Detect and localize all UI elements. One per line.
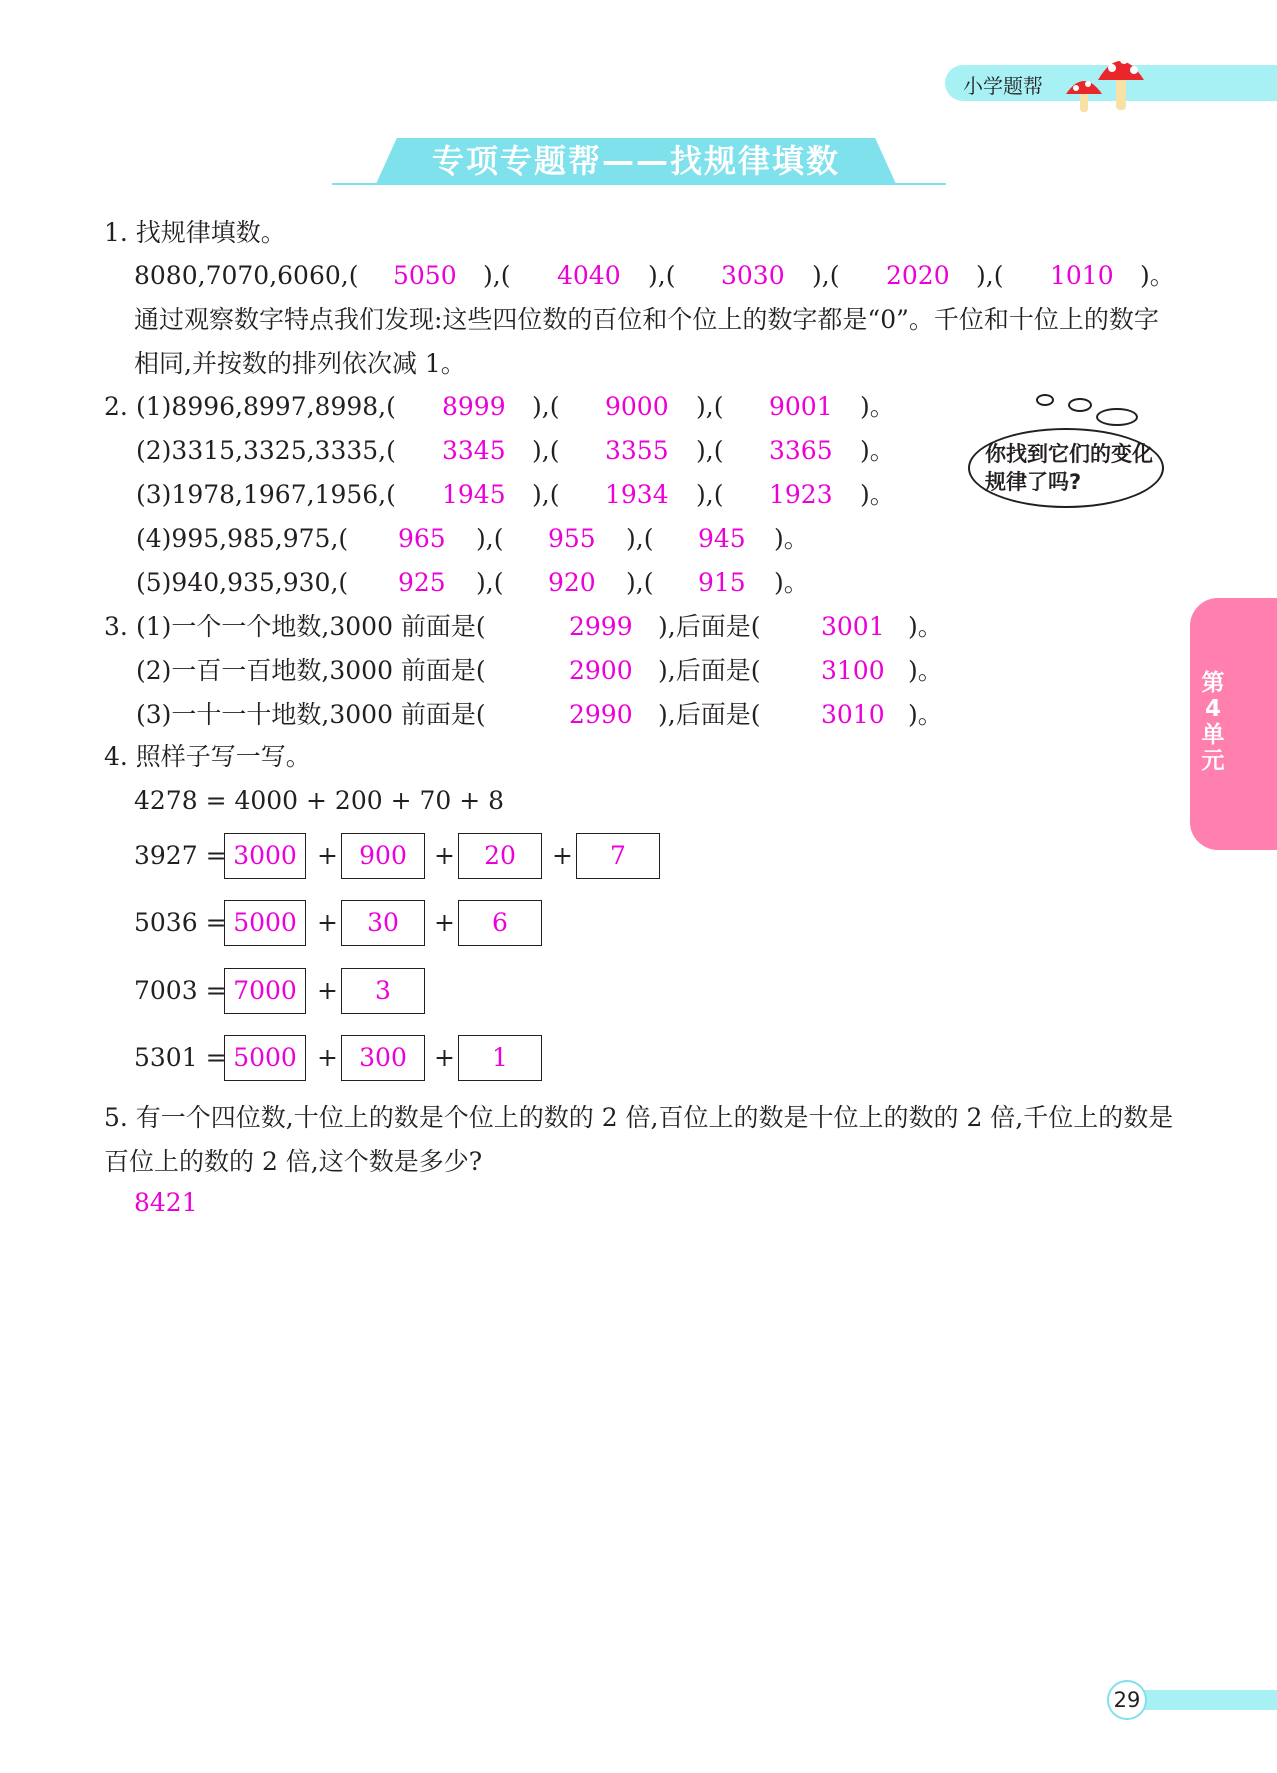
q3-row-2-after: 3100 bbox=[821, 656, 885, 685]
q1-separator: ),( bbox=[812, 261, 840, 290]
q2-separator: ),( bbox=[532, 436, 560, 465]
page-title: 专项专题帮——找规律填数 bbox=[431, 142, 840, 180]
q3-row-1-before: 2999 bbox=[569, 612, 633, 641]
q1-separator: ),( bbox=[976, 261, 1004, 290]
q2-row-2-answer-3: 3365 bbox=[769, 436, 833, 465]
q4-row-4-box-3: 1 bbox=[458, 1035, 542, 1081]
q2-row-1-answer-3: 9001 bbox=[769, 392, 833, 421]
q1-end: )。 bbox=[1140, 261, 1175, 290]
plus-sign: + bbox=[434, 1043, 455, 1072]
q4-row-1-box-4: 7 bbox=[576, 833, 660, 879]
thought-puff bbox=[1068, 398, 1092, 412]
page-number: 29 bbox=[1107, 1680, 1147, 1720]
q3-row-3-prefix: (3)一十一十地数,3000 前面是( bbox=[136, 700, 486, 729]
q3-row-1-end: )。 bbox=[908, 612, 943, 641]
q2-end: )。 bbox=[860, 480, 895, 509]
q2-row-3-prefix: (3)1978,1967,1956,( bbox=[136, 480, 396, 509]
q2-row-2-prefix: (2)3315,3325,3335,( bbox=[136, 436, 396, 465]
thought-bubble-text: 你找到它们的变化规律了吗? bbox=[985, 442, 1153, 494]
q4-row-4-box-1: 5000 bbox=[224, 1035, 306, 1081]
q4-row-1-label: 3927 = bbox=[134, 841, 227, 870]
q2-row-3-answer-2: 1934 bbox=[605, 480, 669, 509]
q3-row-1-after: 3001 bbox=[821, 612, 885, 641]
q1-answer-1: 5050 bbox=[393, 261, 457, 290]
plus-sign: + bbox=[317, 908, 338, 937]
q2-end: )。 bbox=[860, 392, 895, 421]
q2-end: )。 bbox=[774, 524, 809, 553]
q2-row-4-answer-3: 945 bbox=[698, 524, 746, 553]
brand-label: 小学题帮 bbox=[963, 74, 1043, 98]
q2-row-2-answer-1: 3345 bbox=[442, 436, 506, 465]
q2-row-1-prefix: (1)8996,8997,8998,( bbox=[136, 392, 396, 421]
q3-row-3-before: 2990 bbox=[569, 700, 633, 729]
q4-row-4-label: 5301 = bbox=[134, 1043, 227, 1072]
q4-example: 4278 = 4000 + 200 + 70 + 8 bbox=[134, 786, 505, 815]
q4-row-2-box-1: 5000 bbox=[224, 900, 306, 946]
q4-row-3-label: 7003 = bbox=[134, 976, 227, 1005]
q2-row-4-answer-2: 955 bbox=[548, 524, 596, 553]
q3-row-1-prefix: (1)一个一个地数,3000 前面是( bbox=[136, 612, 486, 641]
q3-row-2-before: 2900 bbox=[569, 656, 633, 685]
q2-row-4-prefix: (4)995,985,975,( bbox=[136, 524, 349, 553]
q3-row-3-end: )。 bbox=[908, 700, 943, 729]
q5-question: 5. 有一个四位数,十位上的数是个位上的数的 2 倍,百位上的数是十位上的数的 2 倍,千位上的数是百位上的数的 2 倍,这个数是多少? bbox=[104, 1103, 1174, 1176]
plus-sign: + bbox=[317, 841, 338, 870]
q4-row-1-box-3: 20 bbox=[458, 833, 542, 879]
q1-answer-4: 2020 bbox=[886, 261, 950, 290]
q2-separator: ),( bbox=[476, 524, 504, 553]
q2-number: 2. bbox=[104, 392, 128, 421]
q3-row-3-middle: ),后面是( bbox=[658, 700, 761, 729]
q3-number: 3. bbox=[104, 612, 128, 641]
unit-side-label: 第4单元 bbox=[1201, 670, 1225, 774]
q2-row-5-answer-2: 920 bbox=[548, 568, 596, 597]
plus-sign: + bbox=[552, 841, 573, 870]
thought-puff bbox=[1096, 408, 1138, 426]
q2-separator: ),( bbox=[696, 392, 724, 421]
q3-row-3-after: 3010 bbox=[821, 700, 885, 729]
q2-row-5-answer-1: 925 bbox=[398, 568, 446, 597]
q2-row-1-answer-1: 8999 bbox=[442, 392, 506, 421]
q3-row-2-middle: ),后面是( bbox=[658, 656, 761, 685]
q1-sequence-prefix: 8080,7070,6060,( bbox=[134, 261, 359, 290]
q4-row-2-label: 5036 = bbox=[134, 908, 227, 937]
q2-separator: ),( bbox=[476, 568, 504, 597]
plus-sign: + bbox=[317, 1043, 338, 1072]
q2-row-3-answer-1: 1945 bbox=[442, 480, 506, 509]
q1-separator: ),( bbox=[483, 261, 511, 290]
page-number-bar bbox=[1140, 1690, 1277, 1710]
q3-row-1-middle: ),后面是( bbox=[658, 612, 761, 641]
plus-sign: + bbox=[434, 841, 455, 870]
q3-row-2-end: )。 bbox=[908, 656, 943, 685]
q2-row-5-answer-3: 915 bbox=[698, 568, 746, 597]
q4-row-4-box-2: 300 bbox=[341, 1035, 425, 1081]
q4-row-2-box-2: 30 bbox=[341, 900, 425, 946]
thought-puff bbox=[1036, 394, 1054, 406]
plus-sign: + bbox=[317, 976, 338, 1005]
q4-row-1-box-2: 900 bbox=[341, 833, 425, 879]
q1-explanation: 通过观察数字特点我们发现:这些四位数的百位和个位上的数字都是“0”。千位和十位上的数字相同,并按数的排列依次减 1。 bbox=[134, 305, 1159, 378]
q4-heading: 4. 照样子写一写。 bbox=[104, 742, 311, 771]
q2-row-5-prefix: (5)940,935,930,( bbox=[136, 568, 349, 597]
q2-separator: ),( bbox=[532, 480, 560, 509]
q4-row-1-box-1: 3000 bbox=[224, 833, 306, 879]
q1-answer-2: 4040 bbox=[557, 261, 621, 290]
q1-answer-5: 1010 bbox=[1050, 261, 1114, 290]
q2-end: )。 bbox=[774, 568, 809, 597]
q2-row-3-answer-3: 1923 bbox=[769, 480, 833, 509]
q2-row-2-answer-2: 3355 bbox=[605, 436, 669, 465]
q5-answer: 8421 bbox=[134, 1188, 198, 1217]
q2-row-4-answer-1: 965 bbox=[398, 524, 446, 553]
q1-heading: 1. 找规律填数。 bbox=[104, 218, 286, 247]
q2-separator: ),( bbox=[626, 568, 654, 597]
mushroom-icon bbox=[1060, 46, 1150, 116]
q4-row-3-box-1: 7000 bbox=[224, 968, 306, 1014]
q2-row-1-answer-2: 9000 bbox=[605, 392, 669, 421]
q2-end: )。 bbox=[860, 436, 895, 465]
q2-separator: ),( bbox=[626, 524, 654, 553]
q4-row-3-box-2: 3 bbox=[341, 968, 425, 1014]
q1-answer-3: 3030 bbox=[721, 261, 785, 290]
q2-separator: ),( bbox=[696, 480, 724, 509]
q3-row-2-prefix: (2)一百一百地数,3000 前面是( bbox=[136, 656, 486, 685]
q1-separator: ),( bbox=[648, 261, 676, 290]
q2-separator: ),( bbox=[532, 392, 560, 421]
plus-sign: + bbox=[434, 908, 455, 937]
q4-row-2-box-3: 6 bbox=[458, 900, 542, 946]
q2-separator: ),( bbox=[696, 436, 724, 465]
